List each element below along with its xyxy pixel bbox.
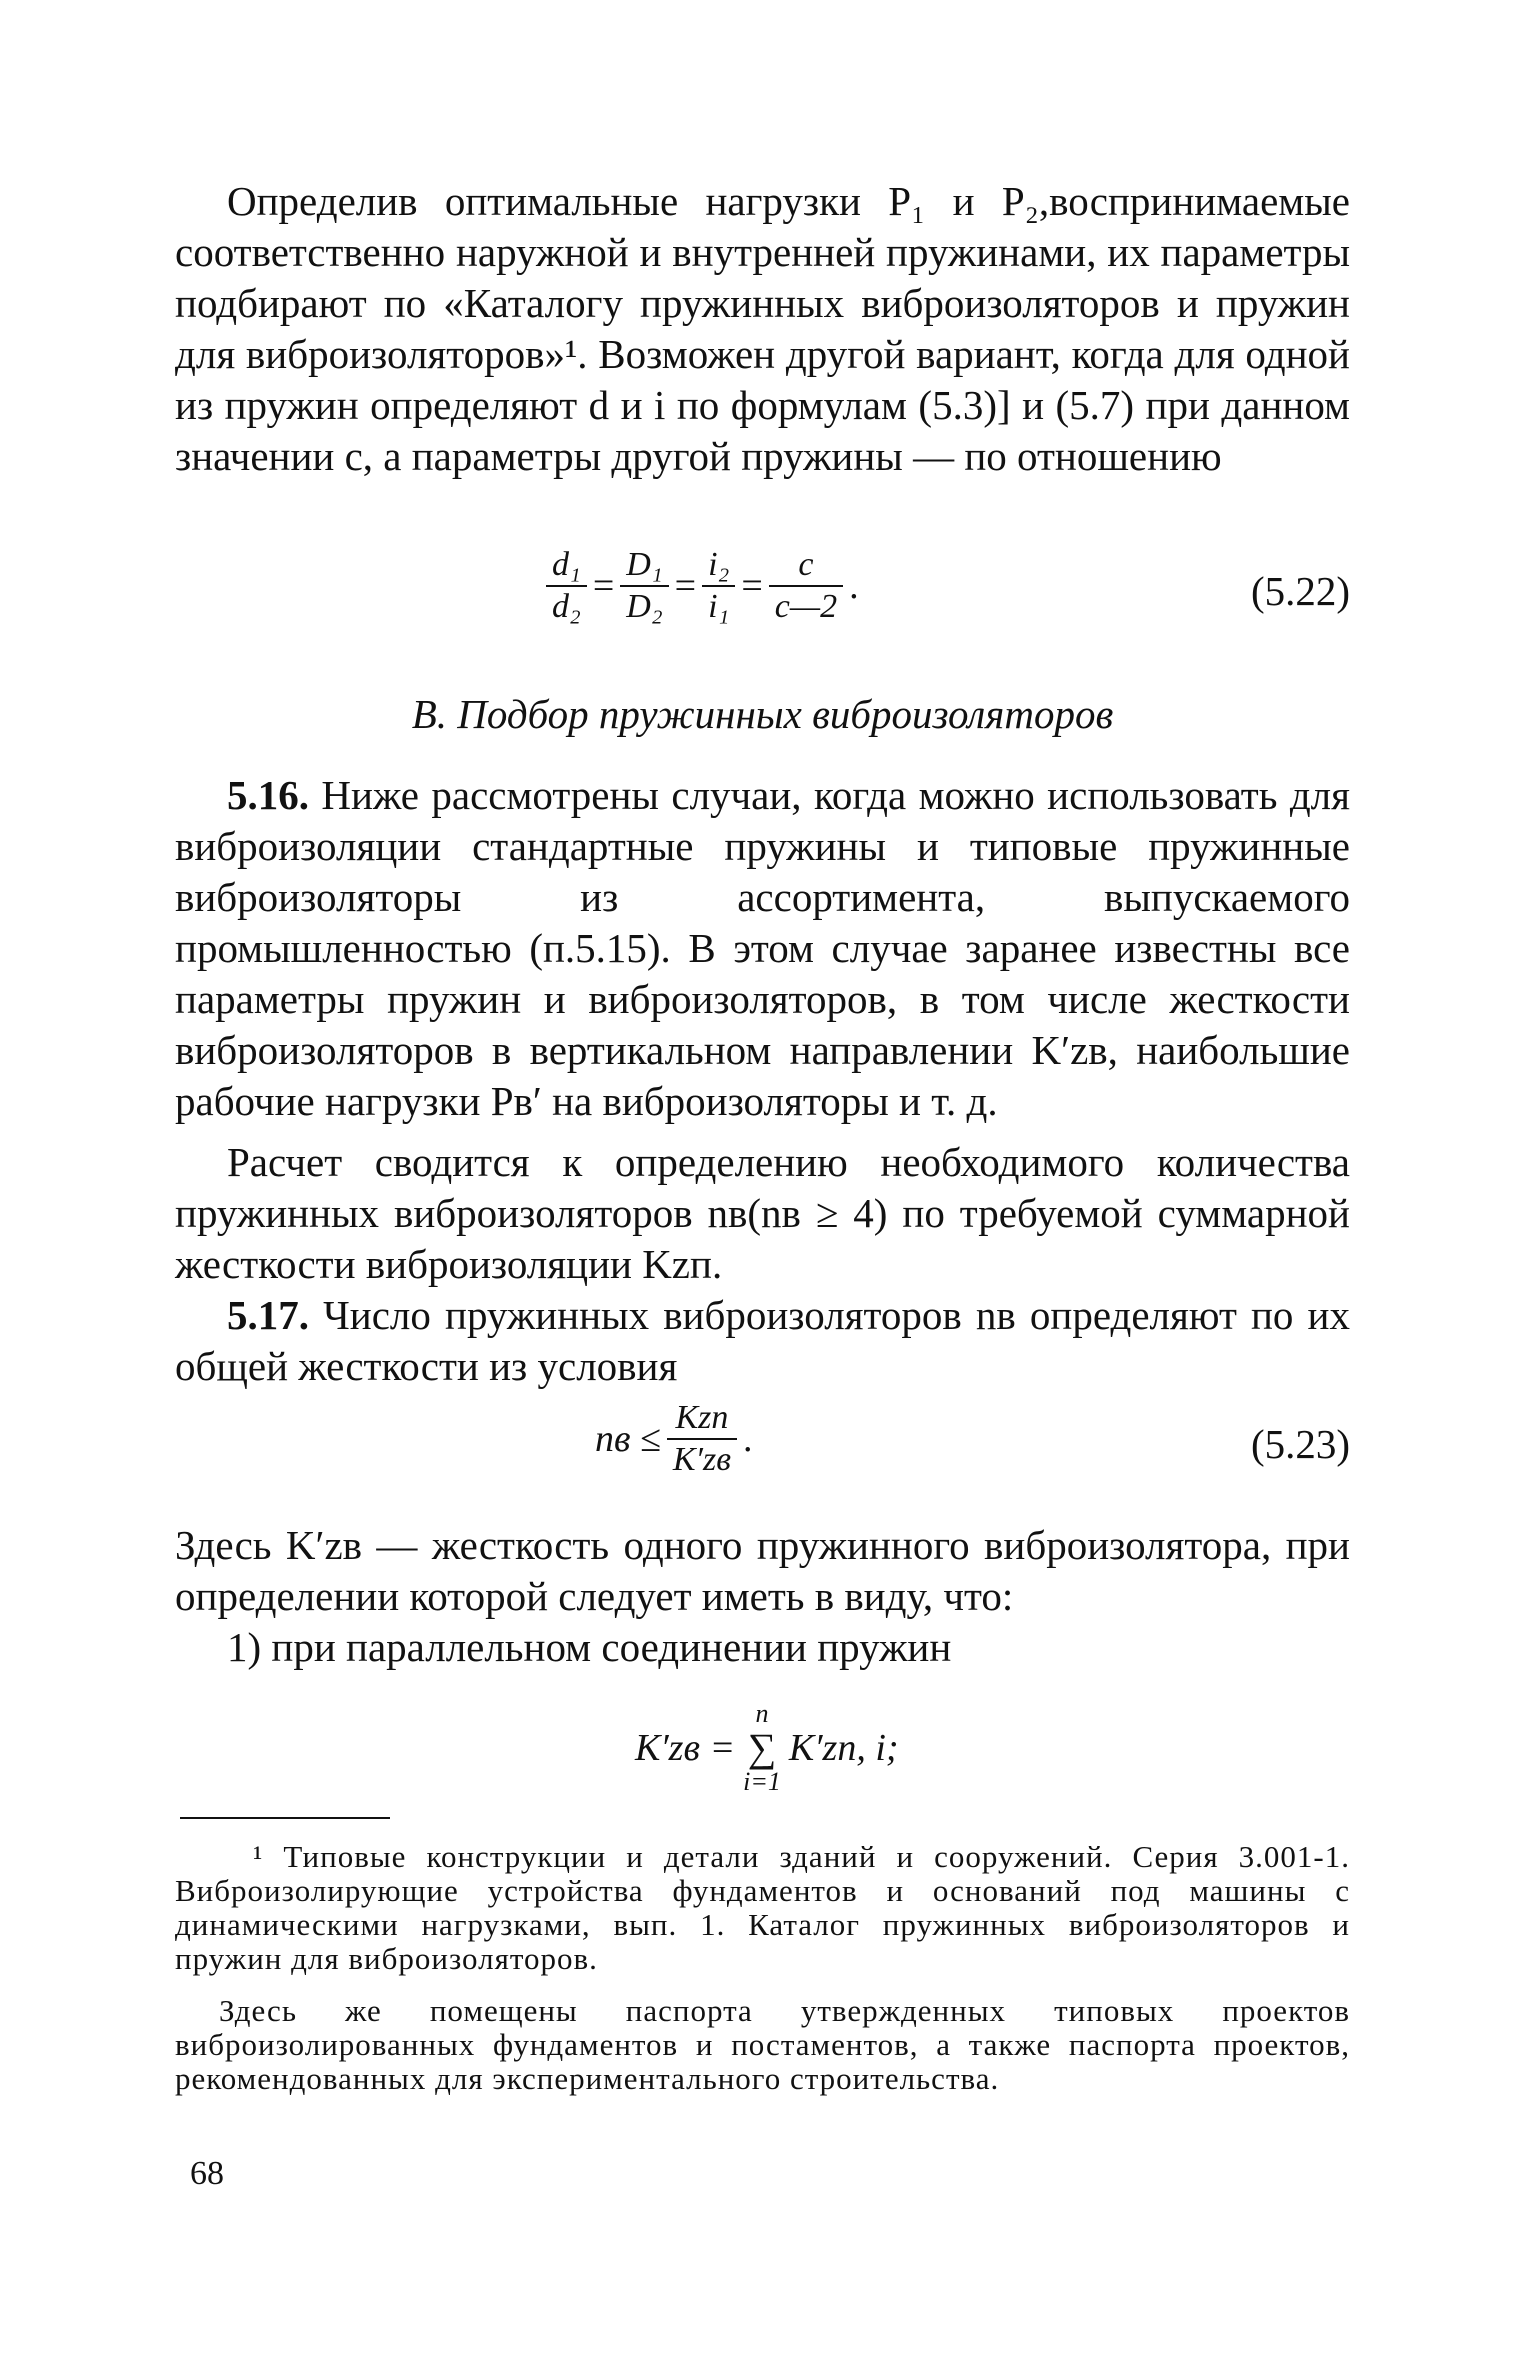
sum-operator: n ∑ i=1 (743, 1699, 781, 1796)
fraction-stiffness: $\frac{\text{Kzп}}{K'zв}$ (667, 1398, 737, 1480)
clause-number-5-17: 5.17. (227, 1292, 309, 1338)
paragraph-here: Здесь K′zв — жесткость одного пружинного виброизолятора, при определении которой следует иметь в виду, что: (175, 1522, 1350, 1619)
paragraph-5-17 (175, 1290, 1350, 1392)
footnote-1: ¹ Типовые конструкции и детали зданий и сооружений. Серия 3.001-1. Виброизолирующие устройства фундаментов и оснований под машины с динамическими нагрузками, вып. 1. Каталог пружинных виброизоляторов и пружин для виброизоляторов. (175, 1839, 1350, 1976)
fraction-d: $\frac{\text{d₁}}{\text{d₂}}$ (546, 545, 587, 627)
section-heading: В. Подбор пружинных виброизоляторов (411, 691, 1114, 737)
equation-5-23 (175, 1398, 1350, 1518)
equation-5-22 (175, 545, 1350, 665)
paragraph-intro: Определив оптимальные нагрузки P₁ и P₂,воспринимаемые соответственно наружной и внутренней пружинами, их параметры подбирают по «Каталогу пружинных виброизоляторов и пружин для виброизоляторов»¹. Возможен другой вариант, когда для одной из пружин определяют d и i по формулам (5.3)] и (5.7) при данном значении c, а параметры другой пружины — по отношению (175, 178, 1350, 479)
equation-sum (175, 1690, 1350, 1810)
list-item-1: 1) при параллельном соединении пружин (227, 1624, 952, 1670)
footnote-divider (180, 1817, 390, 1819)
clause-text-5-16: Ниже рассмотрены случаи, когда можно использовать для виброизоляции стандартные пружины и типовые пружинные виброизоляторы из ассортимента, выпускаемого промышленностью (п.5.15). В этом случае заранее известны все параметры пружин и виброизоляторов, в том числе жесткости виброизоляторов в вертикальном направлении K′zв, наибольшие рабочие нагрузки Pв′ на виброизоляторы и т. д. (175, 772, 1350, 1124)
page-number: 68 (190, 2155, 224, 2192)
sum-rhs: K′zп, i; (788, 1727, 899, 1769)
footnote-2: Здесь же помещены паспорта утвержденных типовых проектов виброизолированных фундаментов и постаментов, а также паспорта проектов, рекомендованных для экспериментального строительства. (175, 1993, 1350, 2096)
fraction-c: $\frac{c}{c—2}$ (769, 545, 843, 627)
equation-5-23-body: nв ≤ $\frac{\text{Kzп}}{K'zв}$ . (595, 1399, 753, 1478)
fraction-D: $\frac{\text{D₁}}{\text{D₂}}$ (620, 545, 668, 627)
paragraph-calculation: Расчет сводится к определению необходимого количества пружинных виброизоляторов nв(nв ≥ 4) по требуемой суммарной жесткости виброизоляции Kzп. (175, 1139, 1350, 1287)
fraction-i: $\frac{\text{i₂}}{\text{i₁}}$ (702, 545, 735, 627)
paragraph-5-16 (175, 770, 1350, 1127)
clause-number-5-16: 5.16. (227, 772, 309, 818)
equation-number-5-23: (5.23) (1250, 1421, 1350, 1467)
sum-lhs: K′zв = (635, 1727, 736, 1769)
sigma-symbol: ∑ (747, 1725, 777, 1770)
equation-number-5-22: (5.22) (1250, 568, 1350, 614)
equation-sum-body (635, 1700, 899, 1796)
equation-lhs: nв ≤ (595, 1418, 661, 1460)
equation-5-22-body: $\frac{\text{d₁}}{\text{d₂}}$ = $\frac{\text{D₁}}{\text{D₂}}$ = $\frac{\text{i₂}}{\text{i₁}}$ = $\frac{c}{c—2}$ . (540, 545, 859, 627)
clause-text-5-17: Число пружинных виброизоляторов nв определяют по их общей жесткости из условия (175, 1292, 1351, 1389)
